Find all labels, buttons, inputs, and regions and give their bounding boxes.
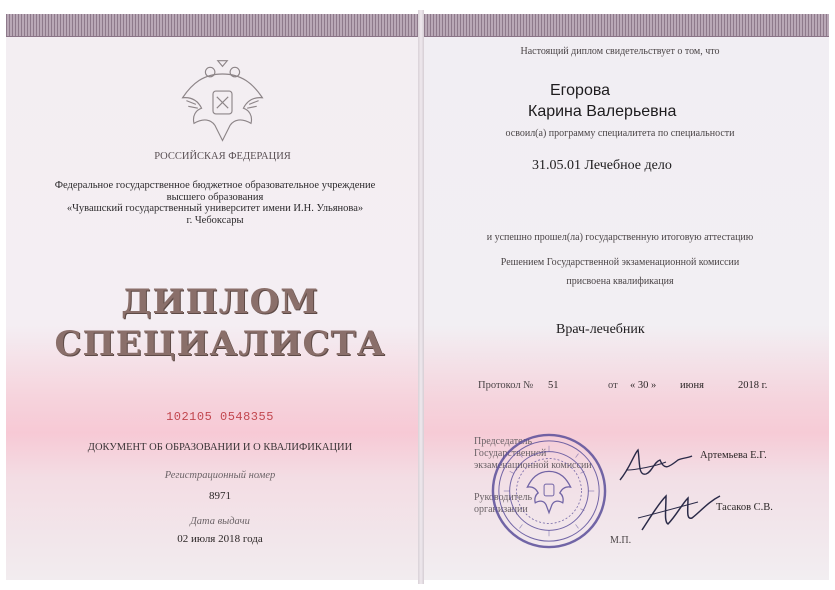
protocol-month: июня [680,380,704,391]
intro-text: Настоящий диплом свидетельствует о том, что [520,46,720,57]
protocol-from-label: от [608,380,618,391]
decorative-band [6,14,418,37]
coat-of-arms-icon [175,55,270,150]
chair-label-line: Государственной [474,448,547,459]
stamp-place-label: М.П. [610,535,632,546]
institution-line: г. Чебоксары [186,214,244,226]
decision-text: Решением Государственной экзаменационной комиссии [500,257,740,268]
head-name: Тасаков С.В. [716,502,773,513]
official-seal-icon [490,432,608,550]
institution-name [20,180,410,226]
reg-number: 8971 [209,490,231,502]
institution-line: Федеральное государственное бюджетное образовательное учреждение [54,180,376,191]
diploma-title-line2: СПЕЦИАЛИСТА [54,324,386,364]
head-label-line: Руководитель [474,492,533,503]
protocol-year: 2018 г. [738,380,768,391]
graduate-name: Карина Валерьевна [528,103,677,120]
protocol-day: « 30 » [630,380,657,391]
country-label: РОССИЙСКАЯ ФЕДЕРАЦИЯ [154,151,291,162]
mastered-text: освоил(а) программу специалитета по специальности [505,128,735,139]
chair-signature-icon [616,440,696,490]
institution-line: высшего образования [166,191,264,203]
specialty: 31.05.01 Лечебное дело [532,158,672,173]
chair-label-line: экзаменационной комиссии [474,460,592,471]
assigned-text: присвоена квалификация [566,276,674,287]
issue-date: 02 июля 2018 года [177,533,263,545]
document-type: ДОКУМЕНТ ОБ ОБРАЗОВАНИИ И О КВАЛИФИКАЦИИ [87,442,353,453]
head-signature-icon [636,488,726,536]
serial-number: 102105 0548355 [166,410,274,424]
graduate-surname: Егорова [550,82,611,99]
passed-text: и успешно прошел(ла) государственную итоговую аттестацию [486,232,754,243]
chair-label-line: Председатель [474,436,533,447]
qualification: Врач-лечебник [556,322,645,337]
diploma-title-line1: ДИПЛОМ [121,282,319,322]
protocol-label: Протокол № [478,380,534,391]
head-label-line: организации [474,504,528,515]
chair-name: Артемьева Е.Г. [700,450,767,461]
issue-date-label: Дата выдачи [190,516,250,527]
protocol-number: 51 [548,380,559,391]
reg-number-label: Регистрационный номер [164,470,276,481]
decorative-band [424,14,829,37]
institution-line: «Чувашский государственный университет имени И.Н. Ульянова» [66,203,364,214]
